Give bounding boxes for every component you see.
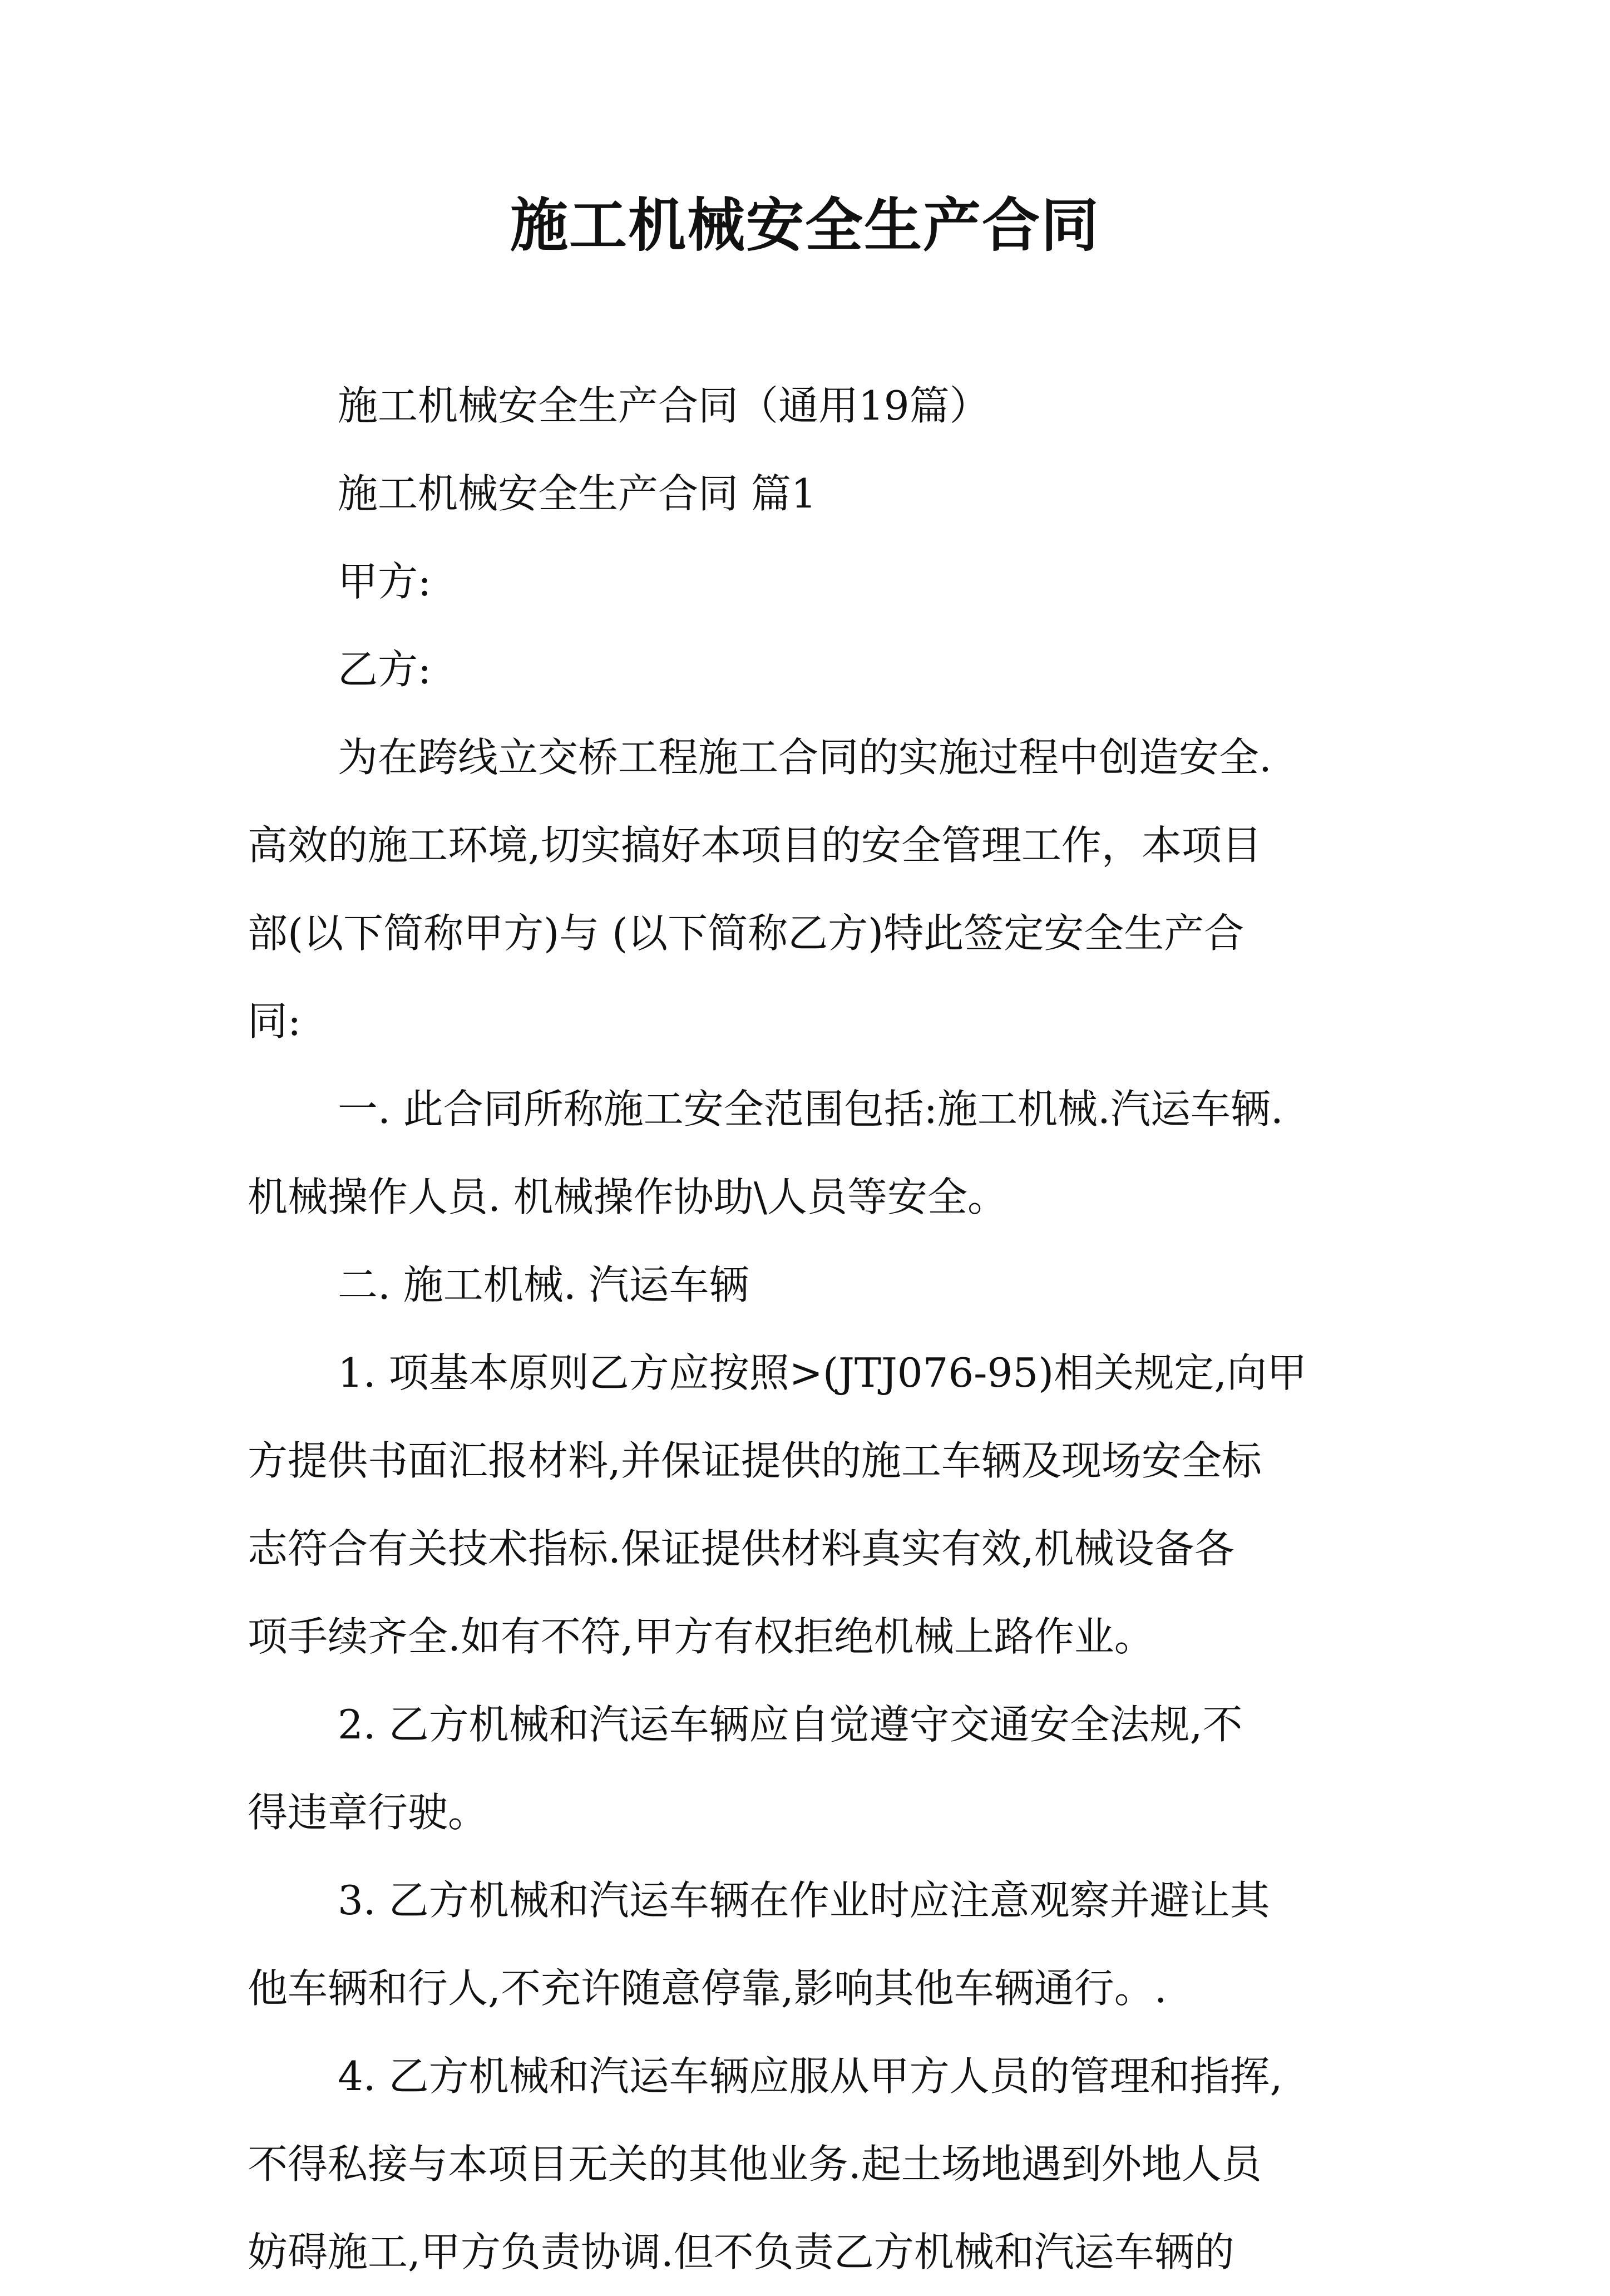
document-body [248, 362, 1377, 2296]
paragraph-line: 3. 乙方机械和汽运车辆在作业时应注意观察并避让其 [338, 1877, 1270, 1924]
paragraph-line: 方提供书面汇报材料,并保证提供的施工车辆及现场安全标 [248, 1437, 1262, 1484]
document-title: 施工机械安全生产合同 [510, 191, 1100, 259]
paragraph-line: 得违章行驶。 [248, 1789, 488, 1836]
paragraph-line: 4. 乙方机械和汽运车辆应服从甲方人员的管理和指挥, [338, 2053, 1283, 2100]
paragraph-line: 2. 乙方机械和汽运车辆应自觉遵守交通安全法规,不 [338, 1701, 1243, 1748]
paragraph-line: 同: [248, 998, 302, 1044]
party-b-label: 乙方: [338, 646, 432, 693]
paragraph-line: 他车辆和行人,不充许随意停靠,影响其他车辆通行。. [248, 1965, 1167, 2012]
paragraph-line: 不得私接与本项目无关的其他业务.起土场地遇到外地人员 [248, 2141, 1262, 2187]
paragraph-line: 一. 此合同所称施工安全范围包括:施工机械.汽运车辆. [338, 1086, 1283, 1132]
section-heading: 二. 施工机械. 汽运车辆 [338, 1262, 749, 1308]
paragraph-line: 为在跨线立交桥工程施工合同的实施过程中创造安全. [338, 734, 1272, 781]
paragraph-line: 机械操作人员. 机械操作协助\人员等安全。 [248, 1174, 1008, 1220]
party-a-label: 甲方: [338, 558, 432, 605]
paragraph-line: 妨碍施工,甲方负责协调.但不负责乙方机械和汽运车辆的 [248, 2229, 1234, 2275]
subtitle-line: 施工机械安全生产合同（通用19篇） [338, 382, 990, 429]
paragraph-line: 部(以下简称甲方)与 (以下简称乙方)特此签定安全生产合 [248, 910, 1244, 957]
paragraph-line: 1. 项基本原则乙方应按照>(JTJ076-95)相关规定,向甲 [338, 1349, 1307, 1396]
paragraph-line: 高效的施工环境,切实搞好本项目的安全管理工作，本项目 [248, 822, 1262, 869]
paragraph-line: 项手续齐全.如有不符,甲方有权拒绝机械上路作业。 [248, 1613, 1154, 1660]
section-heading: 施工机械安全生产合同 篇1 [338, 470, 817, 517]
paragraph-line: 志符合有关技术指标.保证提供材料真实有效,机械设备各 [248, 1525, 1234, 1572]
